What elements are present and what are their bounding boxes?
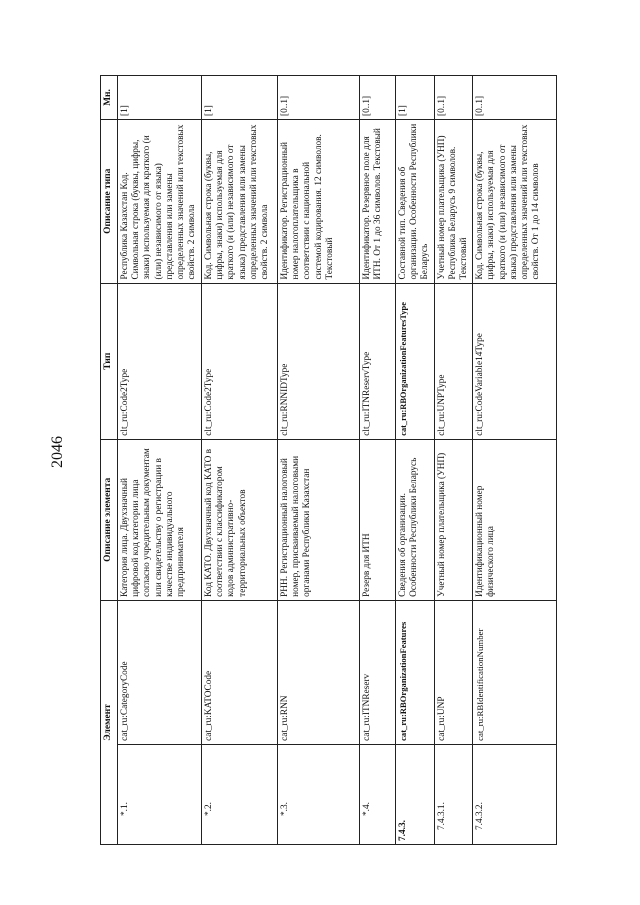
row-element-description: Учетный номер плательщика (УНП) xyxy=(434,439,473,600)
header-element-description: Описание элемента xyxy=(101,439,118,600)
row-number: 7.4.3. xyxy=(396,744,435,844)
header-element: Элемент xyxy=(101,600,118,844)
row-type: clt_ru:UNPType xyxy=(434,283,473,439)
row-type-description: Составной тип. Сведения об организации. Особенности Республики Беларусь xyxy=(396,119,435,283)
row-element-name: cat_ru:RBOrganizationFeatures xyxy=(396,600,435,744)
row-element-description: РНН. Регистрационный налоговый номер, присваиваемый налоговыми органами Республики Казахстан xyxy=(278,439,360,600)
row-type: clt_ru:CodeVariable14Type xyxy=(473,283,557,439)
row-multiplicity: [1] xyxy=(202,76,278,120)
header-multiplicity: Мн. xyxy=(101,76,118,120)
row-multiplicity: [1] xyxy=(396,76,435,120)
row-number: 7.4.3.1. xyxy=(434,744,473,844)
page-number: 2046 xyxy=(49,436,66,468)
row-element-description: Идентификационный номер физического лица xyxy=(473,439,557,600)
row-element-name: cat_ru:RBIdentificationNumber xyxy=(473,600,557,744)
row-type-description: Учетный номер плательщика (УНП) Республика Беларусь 9 символов. Текстовый xyxy=(434,119,473,283)
row-type: cat_ru:RBOrganizationFeaturesType xyxy=(396,283,435,439)
row-type: clt_ru:Code2Type xyxy=(202,283,278,439)
row-number: 7.4.3.2. xyxy=(473,744,557,844)
row-number: *.3. xyxy=(278,744,360,844)
row-element-description: Категория лица. Двухзначный цифровой код категории лица согласно учредительным документам или свидетельству о регистрации в качестве индивидуального предпринимателя xyxy=(118,439,202,600)
row-multiplicity: [0..1] xyxy=(360,76,396,120)
element-table xyxy=(100,75,557,845)
table-row xyxy=(202,76,278,845)
row-element-name: cat_ru:ITNReserv xyxy=(360,600,396,744)
row-type: clt_ru:ITNReservType xyxy=(360,283,396,439)
row-element-description: Код КАТО. Двухзначный код КАТО в соответствии с классификатором кодов административно-территориальных объектов xyxy=(202,439,278,600)
row-element-name: cat_ru:UNP xyxy=(434,600,473,744)
specification-sheet xyxy=(100,75,610,845)
row-number: *.1. xyxy=(118,744,202,844)
row-multiplicity: [1] xyxy=(118,76,202,120)
table-row xyxy=(473,76,557,845)
row-element-name: cat_ru:CategoryCode xyxy=(118,600,202,744)
row-element-description: Резерв для ИТН xyxy=(360,439,396,600)
row-type-description: Код. Символьная строка (буквы, цифры, знаки) используемая для краткого (и (или) независимого от языка) представления или замены определенных значений или текстовых свойств. От 1 до 14 символов xyxy=(473,119,557,283)
row-element-description: Сведения об организации. Особенности Республики Беларусь xyxy=(396,439,435,600)
row-element-name: cat_ru:KATOCode xyxy=(202,600,278,744)
table-header xyxy=(101,76,118,845)
row-multiplicity: [0..1] xyxy=(278,76,360,120)
row-type-description: Идентификатор. Регистрационный номер налогоплательщика в соответствии с национальной системой кодирования. 12 символов. Текстовый xyxy=(278,119,360,283)
row-type-description: Республика Казахстан Код. Символьная строка (буквы, цифры, знаки) используемая для краткого (и (или) независимого от языка) представления или замены определенных значений или текстовых свойств. 2 символа xyxy=(118,119,202,283)
table-row xyxy=(360,76,396,845)
table-row xyxy=(118,76,202,845)
header-type: Тип xyxy=(101,283,118,439)
table-row xyxy=(396,76,435,845)
table-row xyxy=(278,76,360,845)
row-multiplicity: [0..1] xyxy=(473,76,557,120)
table-row xyxy=(434,76,473,845)
row-type: clt_ru:RNNIDType xyxy=(278,283,360,439)
row-number: *.4. xyxy=(360,744,396,844)
header-type-description: Описание типа xyxy=(101,119,118,283)
row-number: *.2. xyxy=(202,744,278,844)
row-type-description: Идентификатор. Резервное поле для ИТН. От 1 до 36 символов. Текстовый xyxy=(360,119,396,283)
row-type: clt_ru:Code2Type xyxy=(118,283,202,439)
row-multiplicity: [0..1] xyxy=(434,76,473,120)
row-element-name: cat_ru:RNN xyxy=(278,600,360,744)
row-type-description: Код. Символьная строка (буквы, цифры, знаки) используемая для краткого (и (или) независимого от языка) представления или замены определенных значений или текстовых свойств. 2 символа xyxy=(202,119,278,283)
